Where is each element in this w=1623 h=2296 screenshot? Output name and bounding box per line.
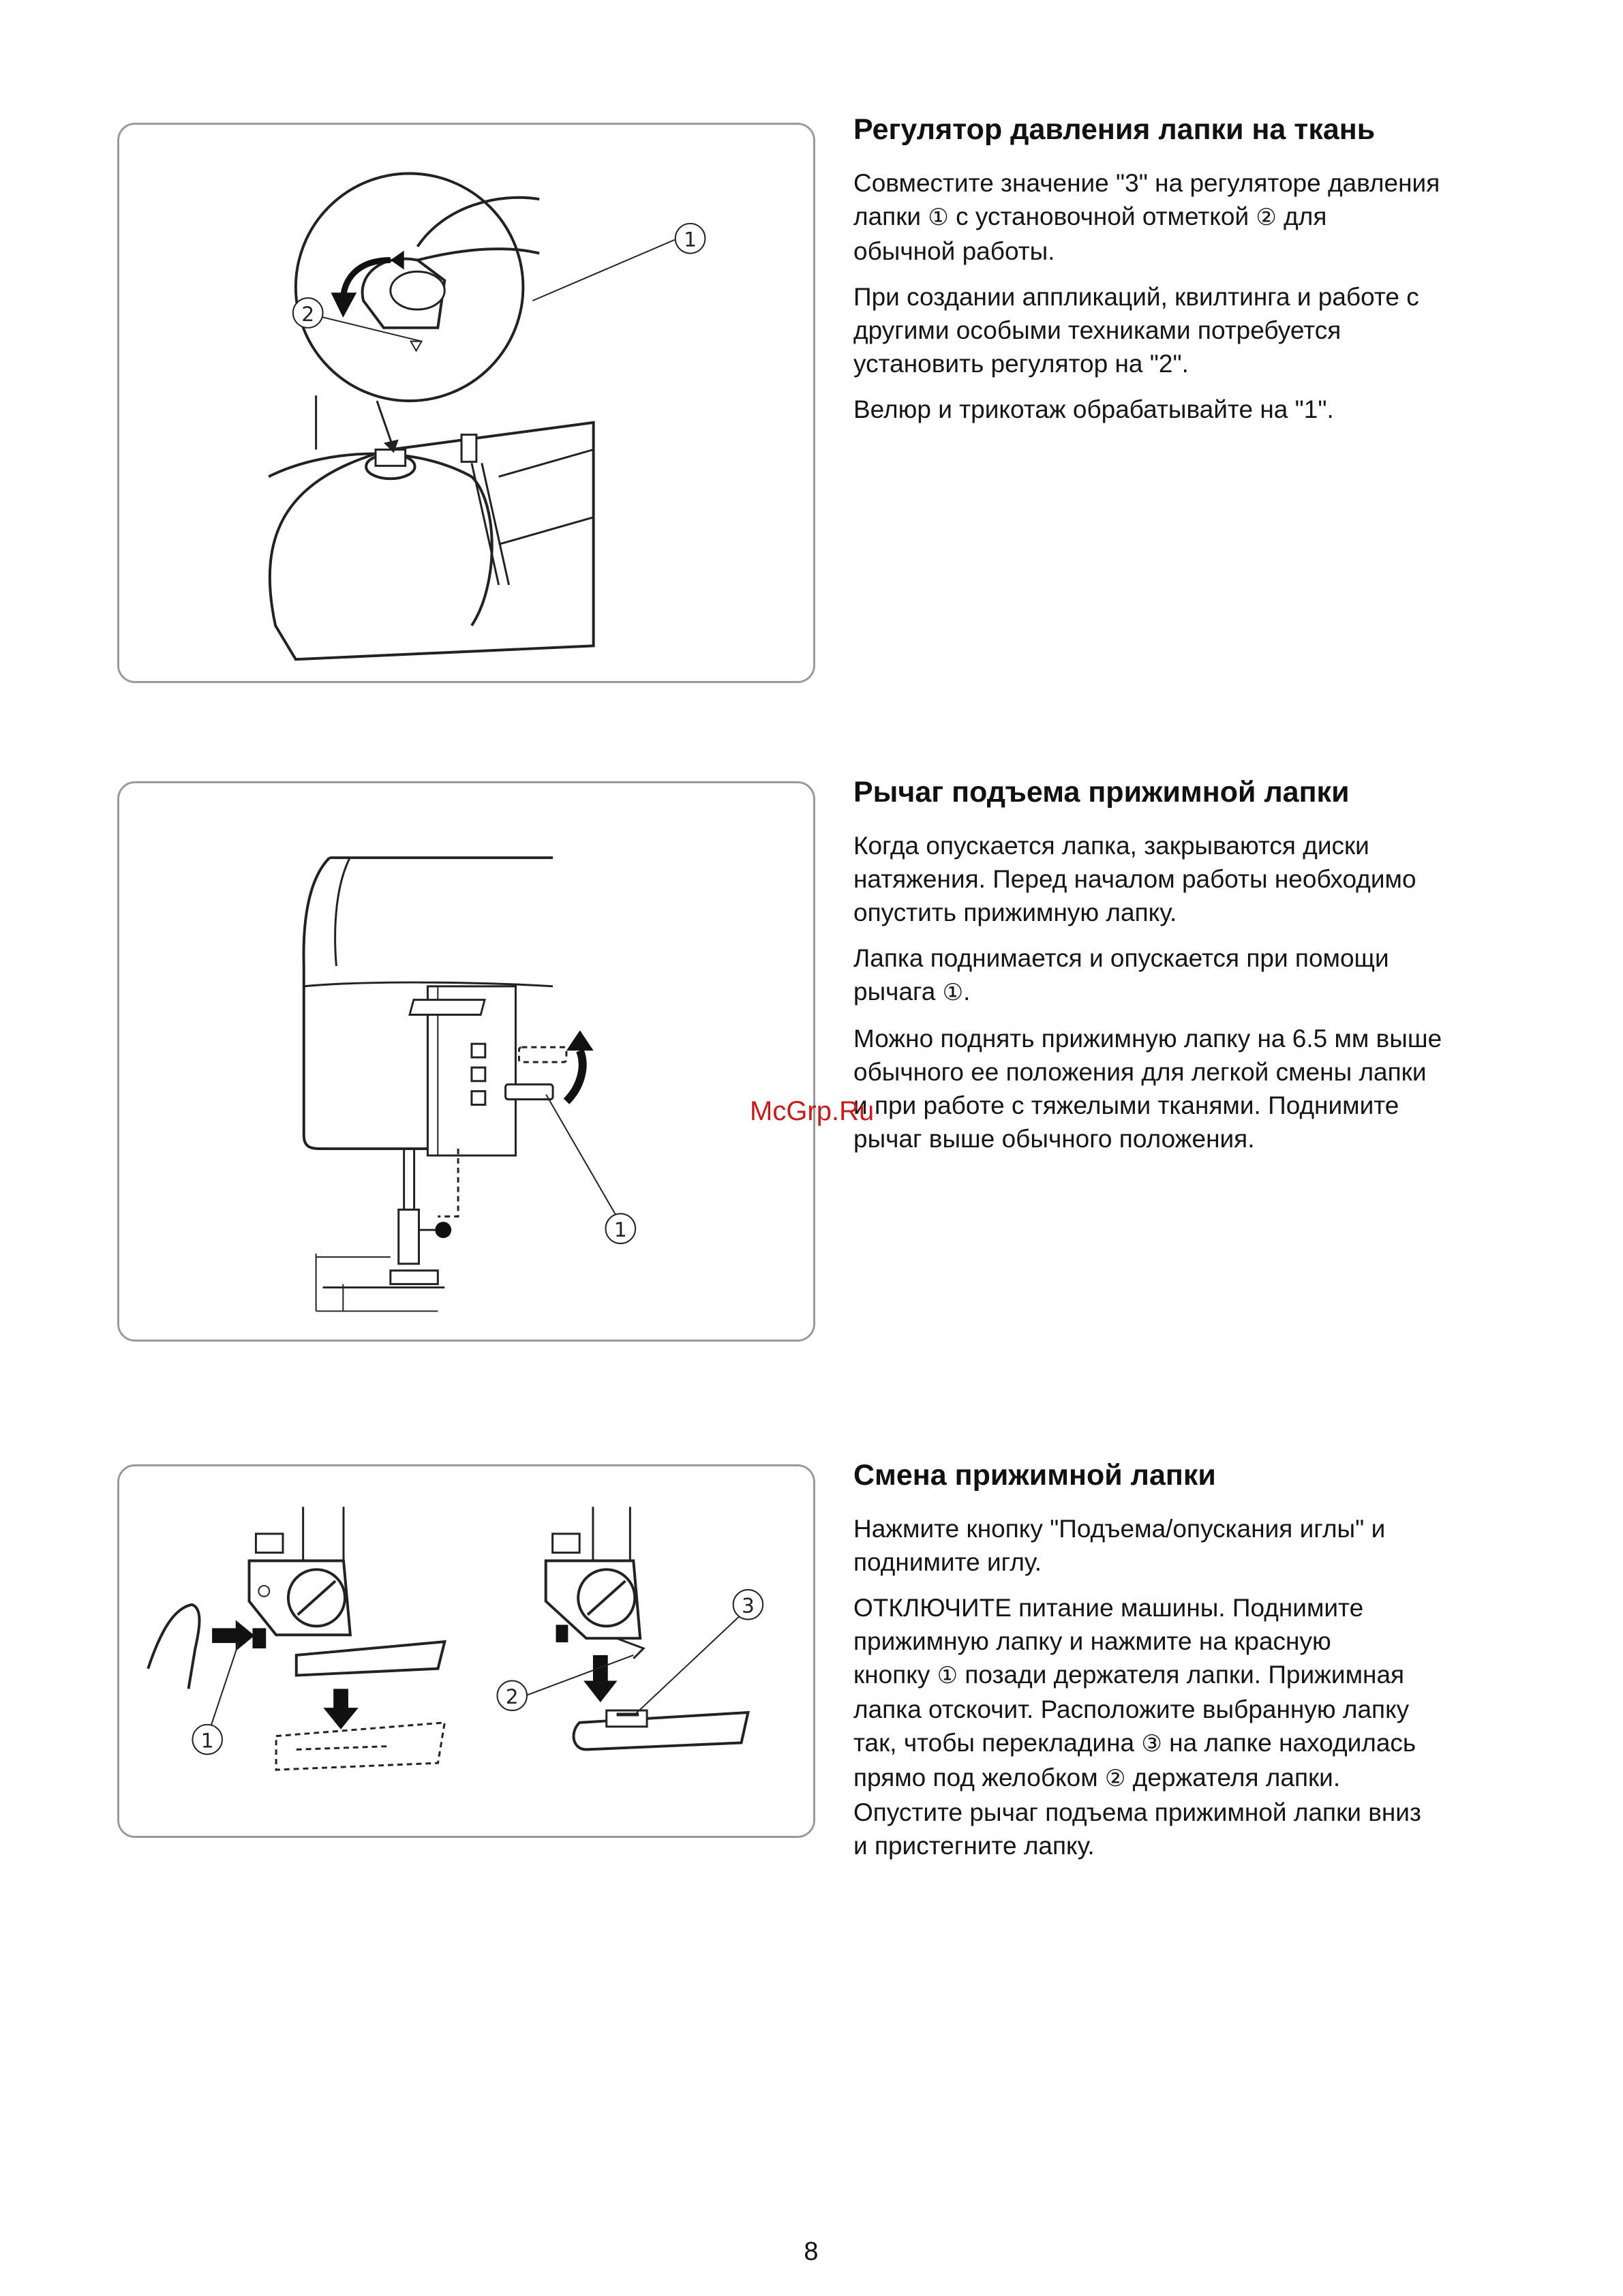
callout-2 [293, 298, 323, 328]
figure-pressure-dial [117, 123, 815, 683]
watermark: McGrp.Ru [750, 1096, 875, 1126]
presser-lever-illustration [119, 783, 813, 1340]
callout-1 [676, 224, 706, 254]
svg-text:1: 1 [200, 1728, 214, 1753]
svg-text:2: 2 [505, 1685, 519, 1709]
svg-text:1: 1 [613, 1218, 627, 1243]
figure-change-foot [117, 1464, 815, 1838]
text-presser-pressure [853, 110, 1535, 438]
svg-text:1: 1 [684, 228, 697, 252]
callout-1 [605, 1213, 635, 1243]
heading-presser-lever: Рычаг подъема прижимной лапки [853, 776, 1350, 809]
page-number: 8 [804, 2237, 819, 2266]
callout-2 [497, 1681, 527, 1711]
text-presser-lever [853, 773, 1535, 1168]
pressure-dial-illustration [119, 125, 813, 681]
callout-3 [733, 1590, 763, 1620]
para-lever-1: Когда опускается лапка, закрываются диски натяжения. Перед началом работы необходимо опустить прижимную лапку. [853, 832, 1416, 926]
figure-presser-lever [117, 781, 815, 1342]
para-pressure-3: Велюр и трикотаж обрабатывайте на "1". [853, 395, 1334, 423]
para-change-1: Нажмите кнопку "Подъема/опускания иглы" и поднимите иглу. [853, 1515, 1386, 1576]
svg-text:2: 2 [301, 302, 315, 327]
callout-1 [192, 1725, 222, 1755]
heading-change-foot: Смена прижимной лапки [853, 1459, 1216, 1492]
para-pressure-2: При создании аппликаций, квилтинга и работе с другими особыми техниками потребуется установить регулятор на "2". [853, 283, 1419, 378]
text-change-foot [853, 1456, 1535, 1875]
para-change-2: ОТКЛЮЧИТЕ питание машины. Поднимите прижимную лапку и нажмите на красную кнопку ① позади держателя лапки. Прижимная лапка отскочит. Расположите выбранную лапку так, чтобы перекладина ③ на лапке находилась прямо под желобком ② держателя лапки. Опустите рычаг подъема прижимной лапки вниз и пристегните лапку. [853, 1594, 1421, 1860]
para-lever-2: Лапка поднимается и опускается при помощи рычага ①. [853, 944, 1389, 1006]
para-pressure-1: Совместите значение "3" на регуляторе давления лапки ① с установочной отметкой ② для обычной работы. [853, 169, 1440, 265]
heading-presser-pressure: Регулятор давления лапки на ткань [853, 113, 1376, 146]
para-lever-3: Можно поднять прижимную лапку на 6.5 мм выше обычного ее положения для легкой смены лапки и при работе с тяжелыми тканями. Поднимите рычаг выше обычного положения. [853, 1025, 1442, 1153]
change-foot-illustration [119, 1466, 813, 1836]
svg-text:3: 3 [741, 1593, 755, 1618]
